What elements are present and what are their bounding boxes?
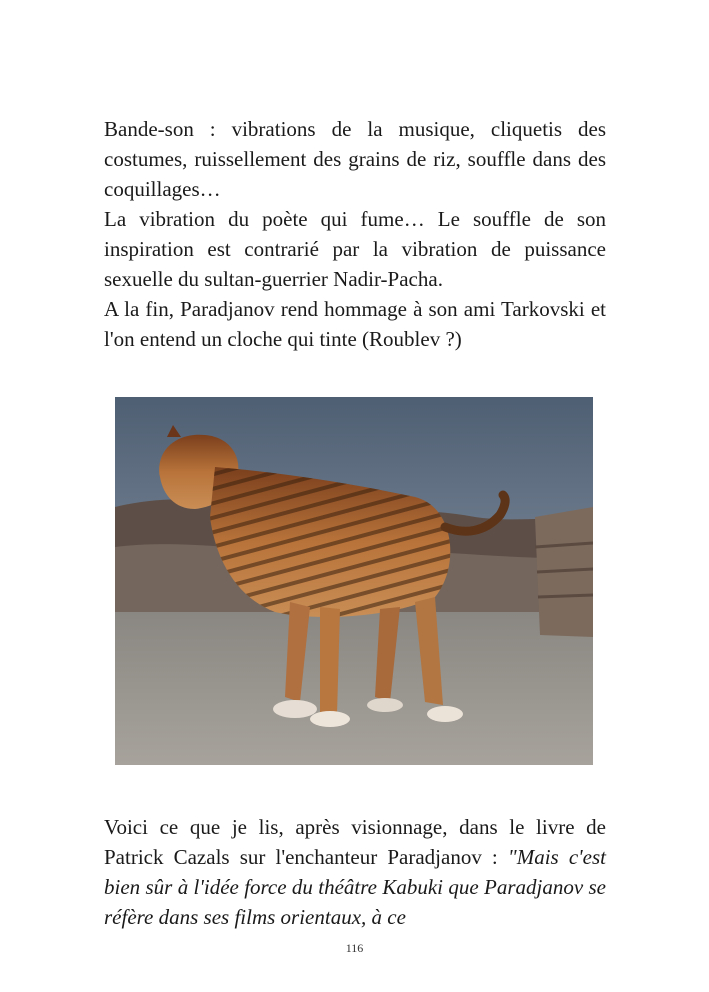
- film-still-image: [115, 397, 593, 765]
- text-block-top: [104, 114, 606, 354]
- paragraph-tarkovski: A la fin, Paradjanov rend hommage à son ami Tarkovski et l'on entend un cloche qui tinte (Roublev ?): [104, 297, 606, 351]
- text-block-bottom: [104, 812, 606, 932]
- tiger-costume-photo: [115, 397, 593, 765]
- paragraph-kabuki-quote: "Mais c'est bien sûr à l'idée force du théâtre Kabuki que Paradjanov se réfère dans ses films orientaux, à ce: [104, 845, 606, 929]
- paragraph-cazals-intro: Voici ce que je lis, après visionnage, dans le livre de Patrick Cazals sur l'enchanteur Paradjanov :: [104, 815, 606, 869]
- paragraph-poet-vibration: La vibration du poète qui fume… Le souffle de son inspiration est contrarié par la vibration de puissance sexuelle du sultan-guerrier Nadir-Pacha.: [104, 207, 606, 291]
- paragraph-soundtrack: Bande-son : vibrations de la musique, cliquetis des costumes, ruissellement des grains de riz, souffle dans des coquillages…: [104, 117, 606, 201]
- page-number: 116: [345, 941, 364, 955]
